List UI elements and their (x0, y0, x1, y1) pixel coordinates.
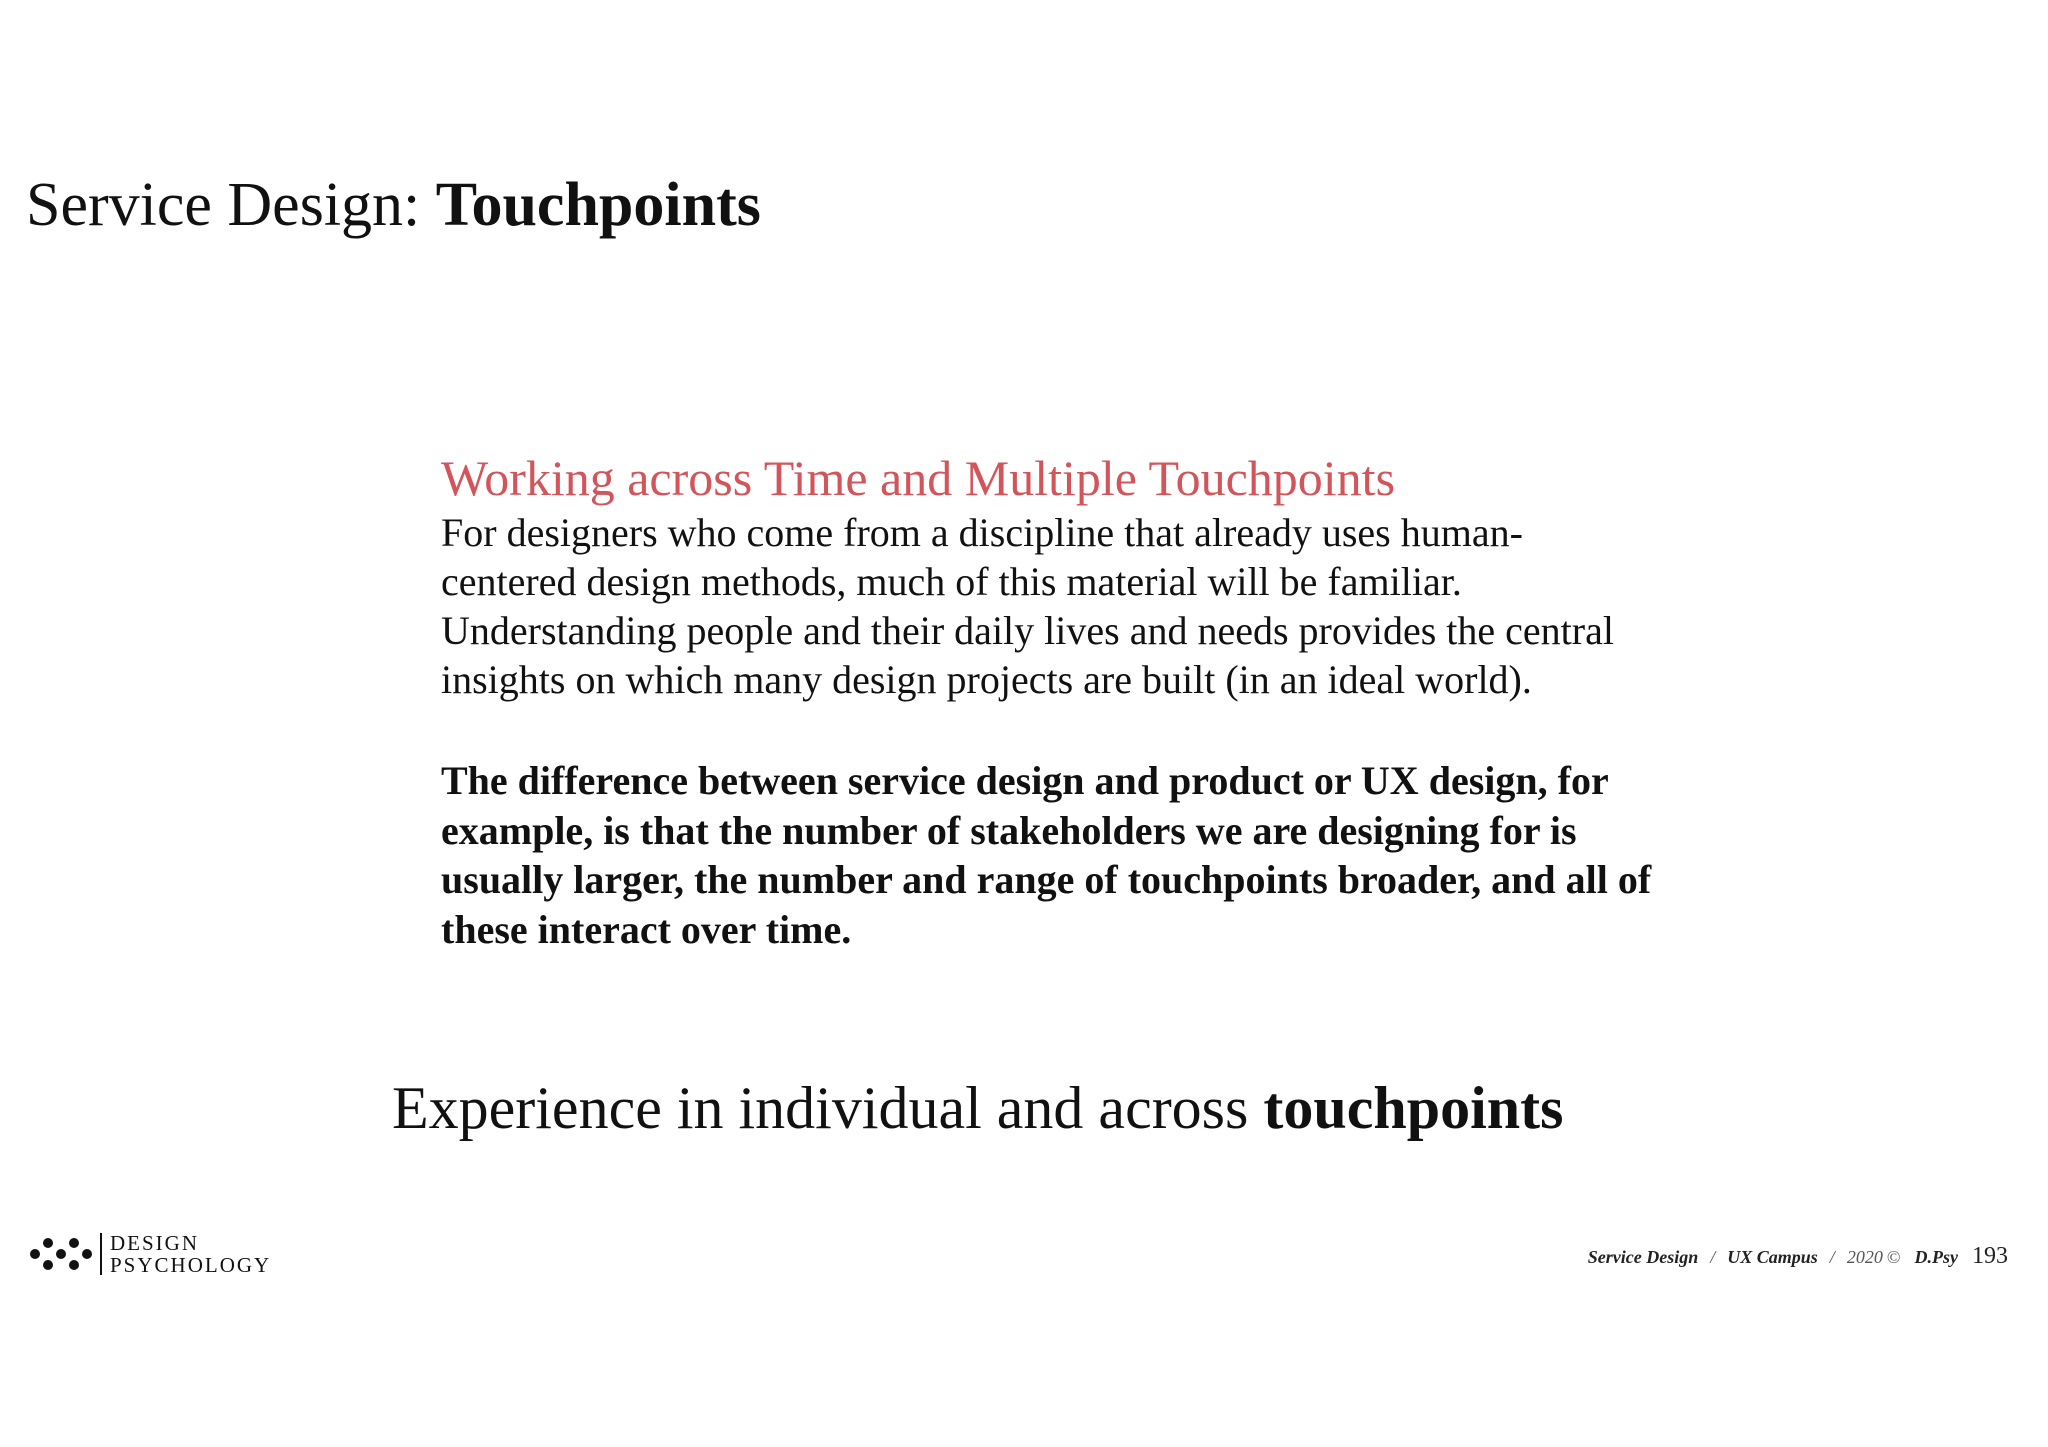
footer (1588, 1243, 2008, 1270)
footer-course: Service Design (1587, 1247, 1699, 1267)
page-number: 193 (1972, 1243, 2008, 1269)
bold-paragraph: The difference between service design and product or UX design, for example, is that the number of stakeholders we are designing for is usually larger, the number and range of touchpoints broader, and all of these interact over time. (441, 758, 1652, 952)
slide-title-prefix: Service Design: (26, 171, 436, 239)
experience-prefix: Experience in individual and across (392, 1075, 1264, 1141)
footer-author: D.Psy (1914, 1247, 1958, 1267)
experience-statement (392, 1072, 1563, 1144)
logo-line-1: DESIGN (110, 1231, 199, 1255)
footer-campus: UX Campus (1727, 1247, 1818, 1267)
body-paragraph: For designers who come from a discipline that already uses human-centered design methods, much of this material will be familiar. Understanding people and their daily lives and needs provides the central insights on which many design projects are built (in an ideal world). (441, 510, 1614, 702)
subheading: Working across Time and Multiple Touchpoints (441, 450, 1396, 506)
footer-year: 2020 (1846, 1247, 1883, 1267)
footer-separator-1: / (1710, 1247, 1716, 1267)
slide-title (26, 170, 761, 241)
experience-bold: touchpoints (1263, 1075, 1564, 1141)
design-psychology-logo (28, 1232, 271, 1276)
main-content (441, 448, 1671, 954)
dots-logo-icon (28, 1234, 94, 1274)
footer-separator-2: / (1829, 1247, 1835, 1267)
logo-line-2: PSYCHOLOGY (110, 1253, 272, 1277)
logo-text (110, 1232, 271, 1276)
slide-title-bold: Touchpoints (435, 171, 761, 239)
logo-divider (100, 1233, 102, 1275)
footer-copyright: © (1886, 1247, 1901, 1267)
